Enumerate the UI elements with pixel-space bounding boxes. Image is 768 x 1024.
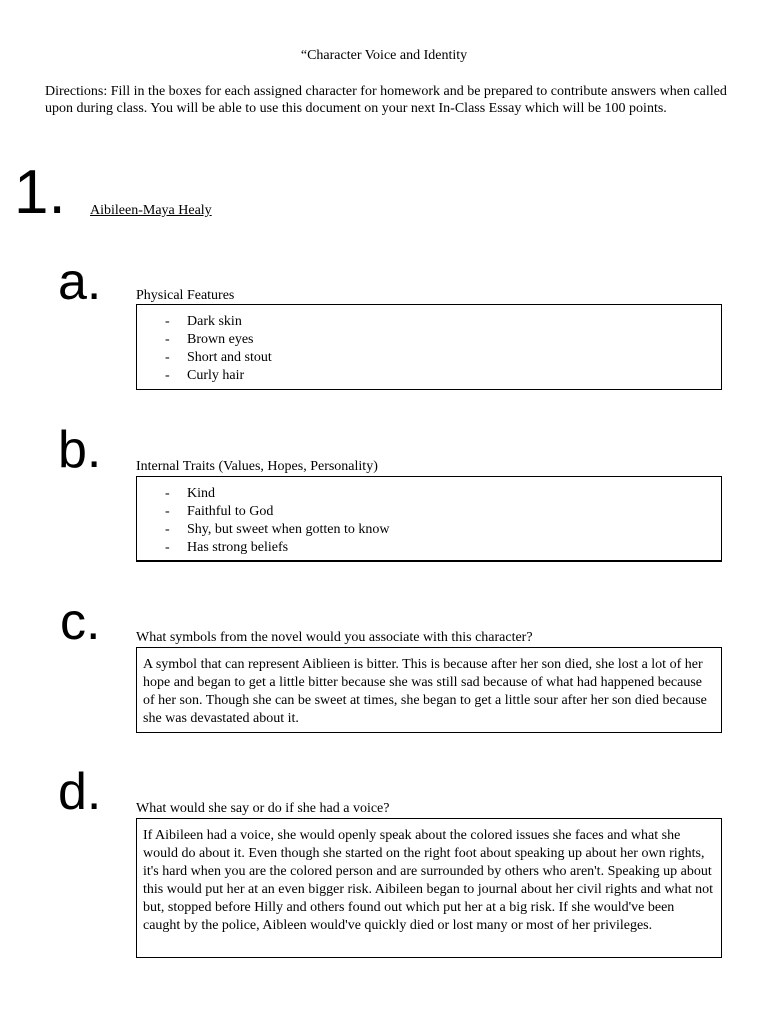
section-d-letter: d. bbox=[58, 763, 102, 821]
symbols-answer-box[interactable] bbox=[136, 647, 722, 733]
section-b-label: Internal Traits (Values, Hopes, Personality) bbox=[136, 459, 378, 474]
internal-traits-box[interactable] bbox=[136, 476, 722, 562]
physical-features-list bbox=[137, 305, 721, 389]
section-d-label: What would she say or do if she had a voice? bbox=[136, 801, 390, 816]
list-item: - Kind bbox=[165, 485, 721, 503]
list-item: - Short and stout bbox=[165, 349, 721, 367]
character-number: 1. bbox=[14, 158, 66, 227]
voice-answer-box[interactable] bbox=[136, 818, 722, 958]
list-item: - Faithful to God bbox=[165, 503, 721, 521]
symbols-answer-text: A symbol that can represent Aiblieen is bitter. This is because after her son died, she lost a lot of her hope and began to get a little bitter because she was still sad because of what had happened because of her son. Though she can be sweet at times, she began to get a little sour after her son died because she was devastated about it. bbox=[143, 657, 707, 726]
list-item: - Brown eyes bbox=[165, 331, 721, 349]
list-item: - Shy, but sweet when gotten to know bbox=[165, 521, 721, 539]
section-c-label: What symbols from the novel would you associate with this character? bbox=[136, 630, 533, 645]
character-name: Aibileen-Maya Healy bbox=[90, 203, 212, 218]
voice-answer-text: If Aibileen had a voice, she would openly speak about the colored issues she faces and what she would do about it. Even though she started on the right foot about speaking up about her own rights, it's hard when you are the colored person and are surrounded by others who aren't. Speaking up about this would put her at an even bigger risk. Aibileen began to journal about her civil rights and what not but, stopped before Hilly and others found out which put her at a big risk. If she would've been caught by the police, Aibleen would've quickly died or lost many or most of her privileges. bbox=[143, 828, 713, 933]
section-c-letter: c. bbox=[60, 593, 101, 651]
section-b-letter: b. bbox=[58, 421, 102, 479]
list-item: - Curly hair bbox=[165, 367, 721, 385]
internal-traits-list bbox=[137, 477, 721, 561]
section-a-label: Physical Features bbox=[136, 288, 235, 303]
directions-text: Directions: Fill in the boxes for each assigned character for homework and be prepared to contribute answers when called upon during class. You will be able to use this document on your next In-Class Essay which will be 100 points. bbox=[45, 84, 727, 116]
physical-features-box[interactable] bbox=[136, 304, 722, 390]
list-item: - Has strong beliefs bbox=[165, 539, 721, 557]
list-item: - Dark skin bbox=[165, 313, 721, 331]
section-a-letter: a. bbox=[58, 253, 102, 311]
document-title: “Character Voice and Identity bbox=[300, 48, 468, 63]
